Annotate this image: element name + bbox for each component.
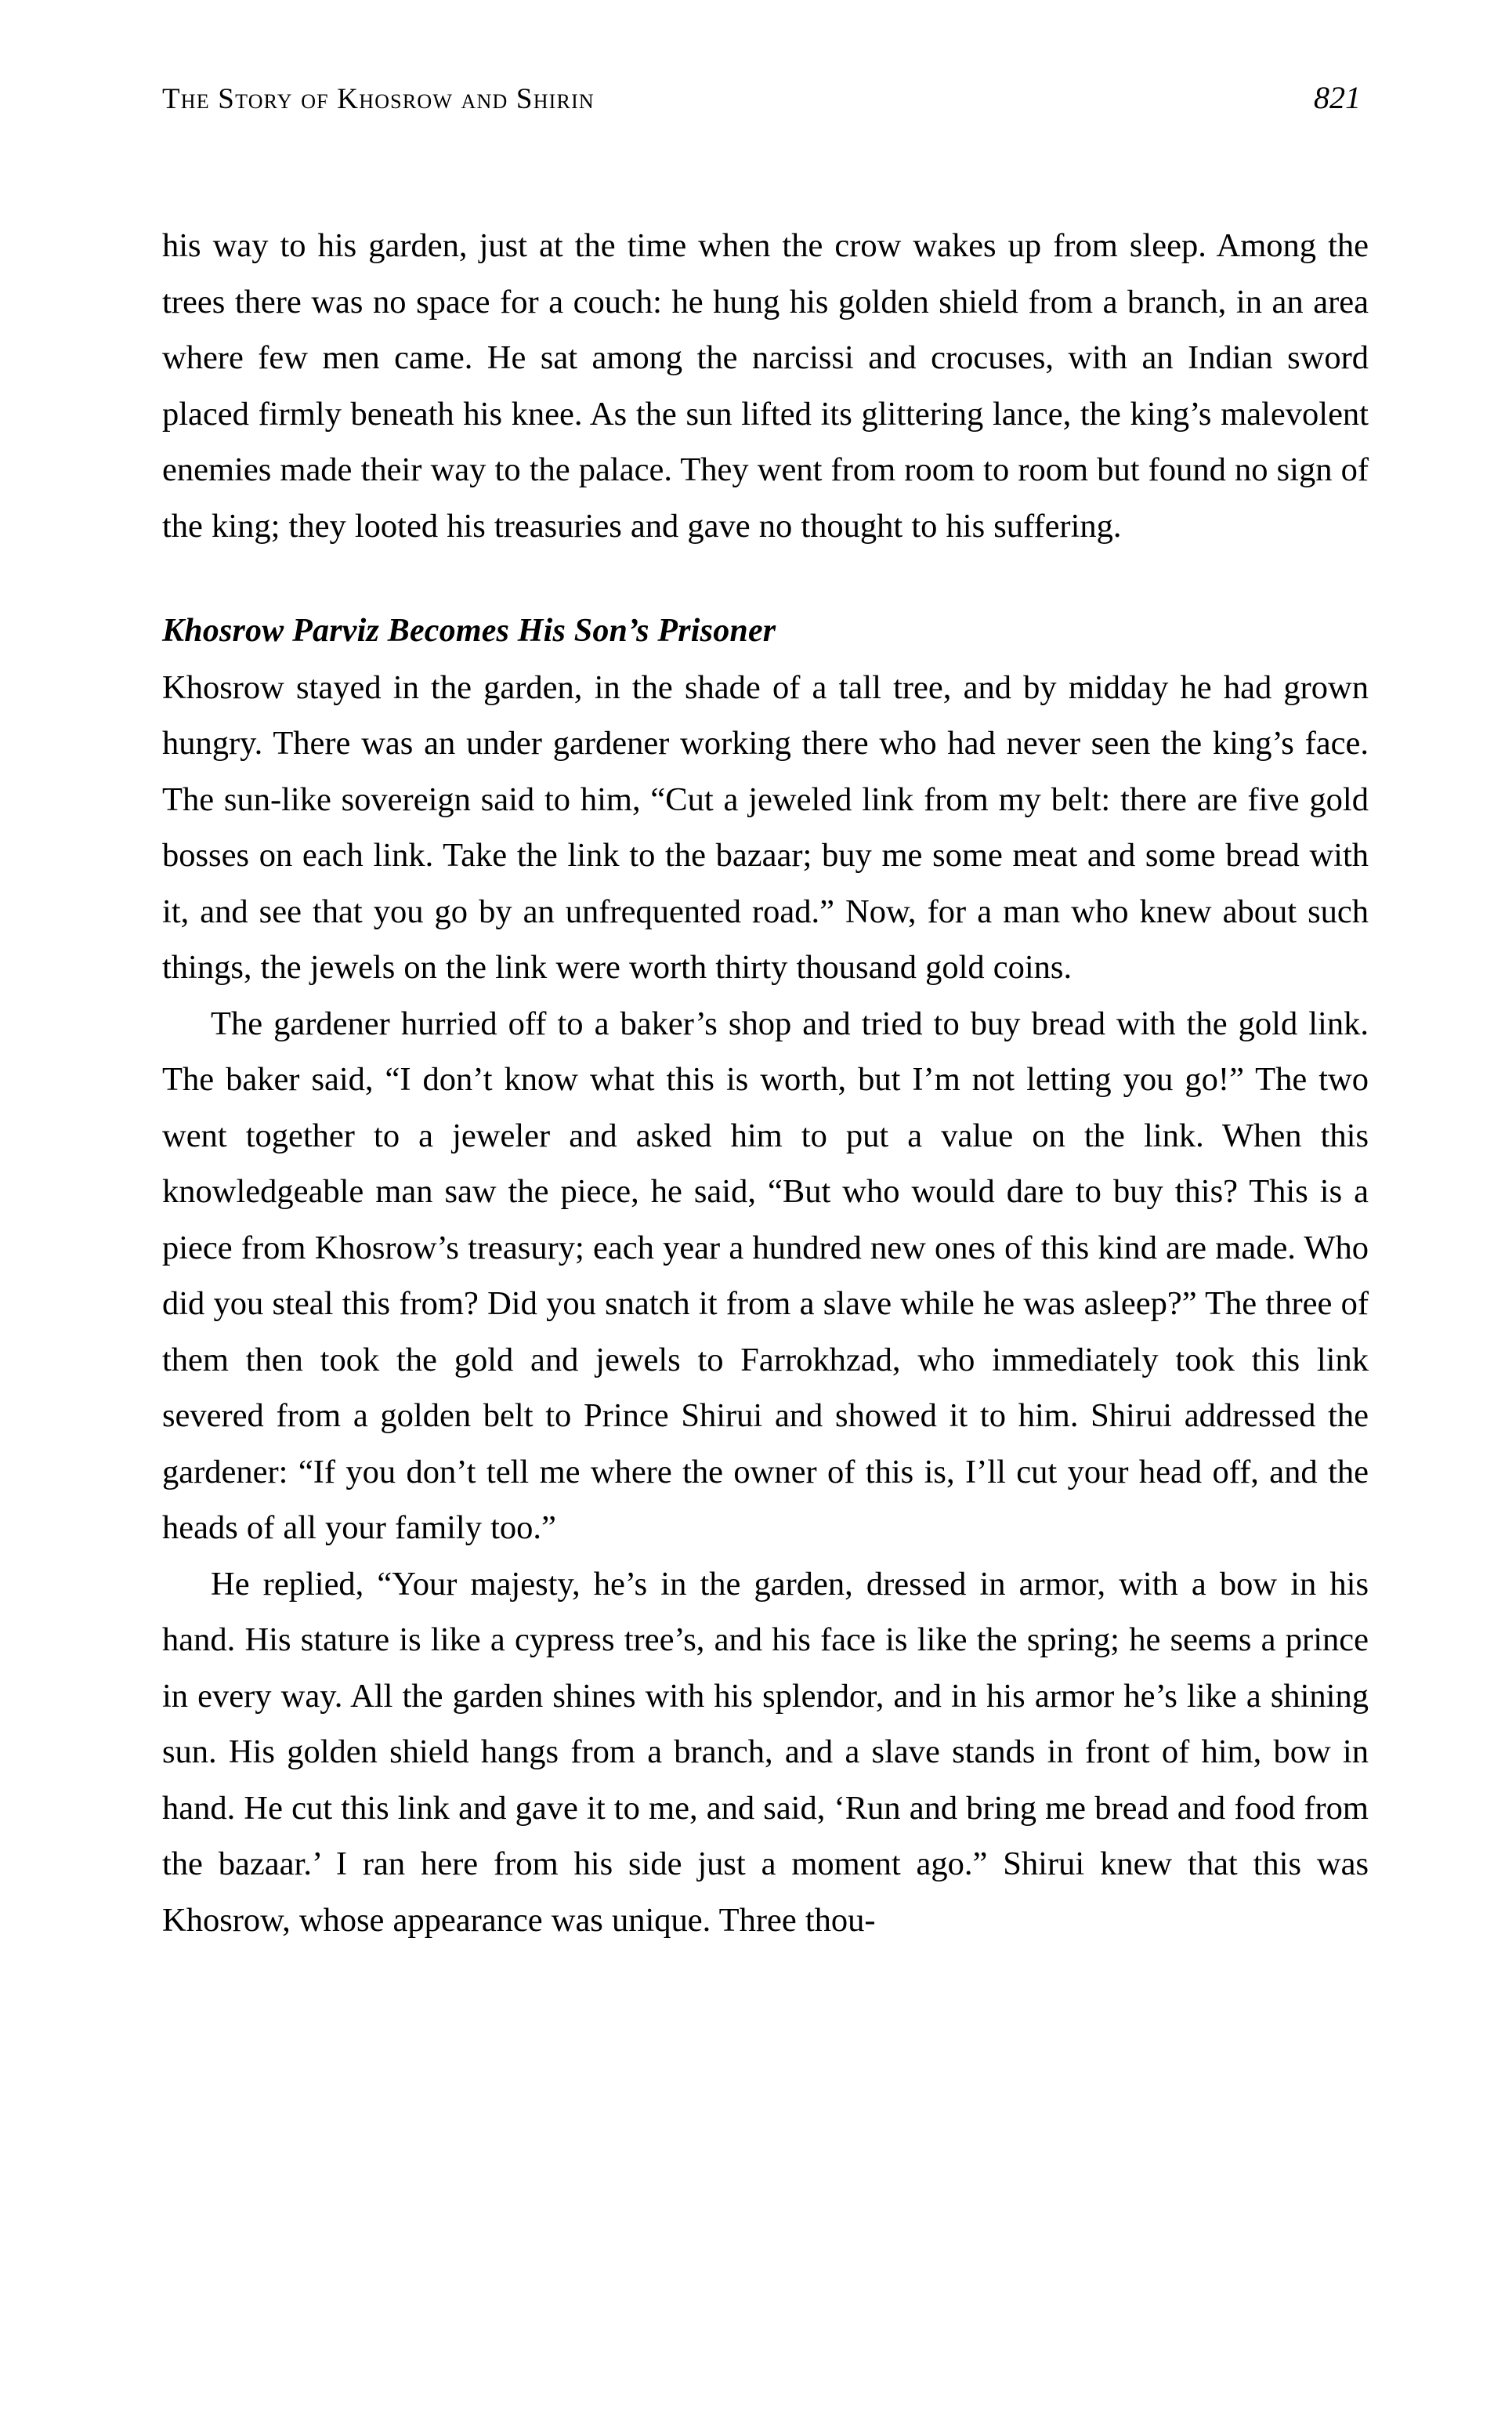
paragraph-khosrow-garden: Khosrow stayed in the garden, in the shade of a tall tree, and by midday he had grown hungry. There was an under gardener working there who had never seen the king’s face. The sun-like sovereign said to him, “Cut a jeweled link from my belt: there are five gold bosses on each link. Take the link to the bazaar; buy me some meat and some bread with it, and see that you go by an unfrequented road.” Now, for a man who knew about such things, the jewels on the link were worth thirty thousand gold coins. <box>162 668 1369 986</box>
paragraph-continuation: his way to his garden, just at the time when the crow wakes up from sleep. Among the trees there was no space for a couch: he hung his golden shield from a branch, in an area where few men came. He sat among the narcissi and crocuses, with an Indian sword placed firmly beneath his knee. As the sun lifted its glittering lance, the king’s malevolent enemies made their way to the palace. They went from room to room but found no sign of the king; they looted his treasuries and gave no thought to his suffering. <box>162 227 1369 545</box>
paragraph-gardener-baker: The gardener hurried off to a baker’s shop and tried to buy bread with the gold link. The baker said, “I don’t know what this is worth, but I’m not letting you go!” The two went together to a jeweler and asked him to put a value on the link. When this knowledgeable man saw the piece, he said, “But who would dare to buy this? This is a piece from Khosrow’s treasury; each year a hundred new ones of this kind are made. Who did you steal this from? Did you snatch it from a slave while he was asleep?” The three of them then took the gold and jewels to Farrokhzad, who immediately took this link severed from a golden belt to Prince Shirui and showed it to him. Shirui addressed the gardener: “If you don’t tell me where the owner of this is, I’ll cut your head off, and the heads of all your family too.” <box>162 1005 1369 1546</box>
text-block <box>162 218 1369 1948</box>
page-number: 821 <box>1314 80 1361 115</box>
section-heading: Khosrow Parviz Becomes His Son’s Prisoner <box>162 613 776 649</box>
running-head-title: The Story of Khosrow and Shirin <box>162 83 595 115</box>
paragraph-gap <box>162 554 1369 580</box>
paragraph-he-replied: He replied, “Your majesty, he’s in the garden, dressed in armor, with a bow in his hand. His stature is like a cypress tree’s, and his face is like the spring; he seems a prince in every way. All the garden shines with his splendor, and in his armor he’s like a shining sun. His golden shield hangs from a branch, and a slave stands in front of him, bow in hand. He cut this link and gave it to me, and said, ‘Run and bring me bread and food from the bazaar.’ I ran here from his side just a moment ago.” Shirui knew that this was Khosrow, whose appearance was unique. Three thou- <box>162 1565 1369 1939</box>
running-head <box>162 82 1367 128</box>
